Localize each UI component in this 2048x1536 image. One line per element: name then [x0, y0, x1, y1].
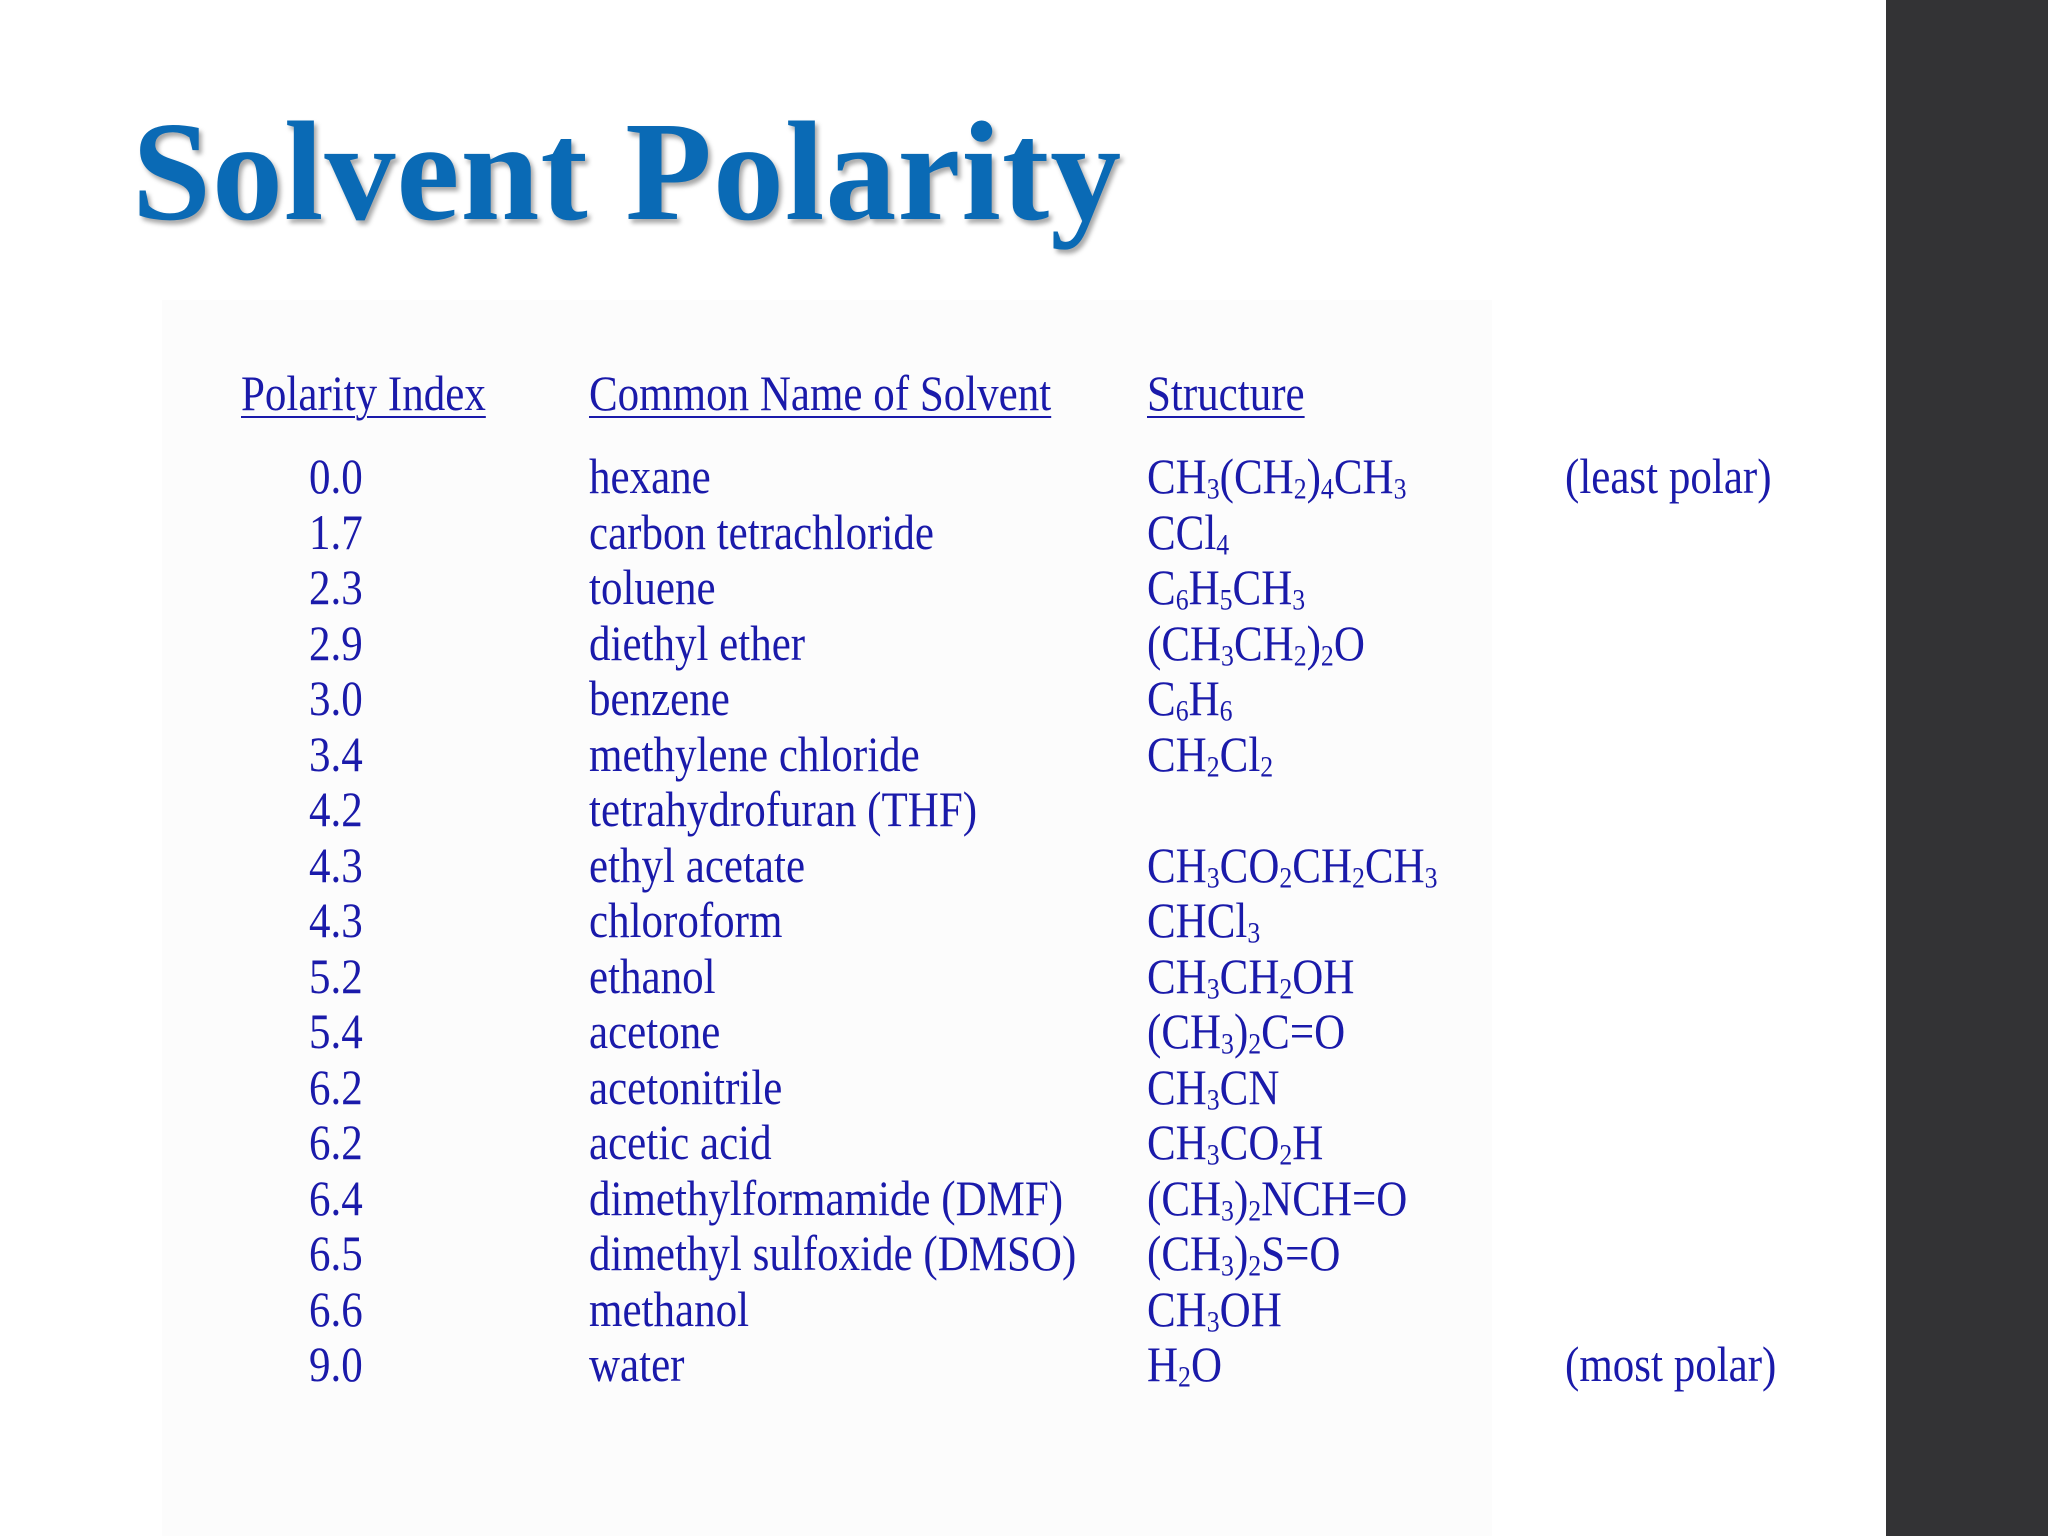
- solvent-name: toluene: [589, 559, 716, 615]
- structure-subscript: 2: [1293, 638, 1307, 672]
- structure-subscript: 3: [1393, 472, 1407, 506]
- table-row: [0, 892, 1886, 948]
- structure-subscript: 3: [1424, 860, 1438, 894]
- structure-subscript: 6: [1175, 583, 1189, 617]
- structure-subscript: 2: [1178, 1360, 1191, 1394]
- polarity-note: (least polar): [1565, 448, 1772, 504]
- table-row: [0, 615, 1886, 671]
- structure-subscript: 6: [1175, 694, 1189, 728]
- structure-text: CH: [1219, 947, 1280, 1004]
- structure-text: NCH=O: [1261, 1169, 1408, 1226]
- table-row: [0, 1281, 1886, 1337]
- structure-text: H: [1147, 1336, 1179, 1392]
- structure-subscript: 3: [1221, 1193, 1234, 1227]
- structure-text: CH: [1232, 559, 1293, 615]
- structure-text: CH: [1147, 1114, 1207, 1170]
- table-row: [0, 948, 1886, 1004]
- table-row: [0, 781, 1886, 837]
- polarity-index: 6.6: [309, 1280, 363, 1337]
- polarity-index: 6.4: [309, 1169, 363, 1226]
- structure-subscript: 3: [1221, 1249, 1234, 1283]
- structure-subscript: 3: [1206, 1138, 1220, 1172]
- solvent-name: dimethyl sulfoxide (DMSO): [589, 1225, 1077, 1281]
- structure-text: O: [1333, 614, 1365, 671]
- structure-subscript: 2: [1279, 1138, 1293, 1172]
- structure-text: C=O: [1261, 1003, 1346, 1059]
- structure-text: (CH: [1147, 1169, 1222, 1226]
- structure-text: S=O: [1261, 1225, 1341, 1281]
- table-row: [0, 1059, 1886, 1115]
- structure-text: CH: [1147, 1058, 1207, 1115]
- structure-subscript: 3: [1206, 860, 1220, 894]
- structure-text: CH: [1147, 448, 1207, 504]
- table-row: [0, 559, 1886, 615]
- structure-text: CH: [1147, 947, 1207, 1004]
- structure-subscript: 2: [1293, 472, 1307, 506]
- table-row: [0, 448, 1886, 504]
- structure-subscript: 4: [1320, 472, 1334, 506]
- polarity-index: 4.3: [309, 892, 363, 948]
- solvent-structure: [1147, 1114, 1323, 1170]
- structure-text: CCl: [1147, 503, 1217, 560]
- structure-subscript: 3: [1206, 472, 1220, 506]
- structure-subscript: 5: [1219, 583, 1233, 617]
- table-row: [0, 1114, 1886, 1170]
- structure-subscript: 2: [1279, 971, 1293, 1005]
- structure-subscript: 3: [1247, 916, 1261, 950]
- structure-text: CO: [1219, 1114, 1280, 1170]
- structure-text: (CH: [1147, 1225, 1222, 1281]
- solvent-structure: [1147, 892, 1260, 948]
- structure-subscript: 3: [1221, 638, 1234, 672]
- structure-text: H: [1292, 1114, 1324, 1170]
- solvent-name: ethanol: [589, 947, 716, 1004]
- polarity-index: 2.3: [309, 559, 363, 615]
- structure-text: CH: [1233, 614, 1294, 671]
- table-row: [0, 1225, 1886, 1281]
- polarity-index: 4.3: [309, 836, 363, 893]
- structure-text: ): [1233, 1003, 1249, 1059]
- structure-text: CO: [1219, 836, 1280, 893]
- structure-text: O: [1190, 1336, 1223, 1392]
- solvent-name: acetonitrile: [589, 1058, 783, 1115]
- structure-text: CH: [1333, 448, 1394, 504]
- polarity-index: 3.4: [309, 725, 363, 782]
- structure-text: CH: [1147, 725, 1207, 782]
- structure-subscript: 3: [1292, 583, 1306, 617]
- solvent-name: diethyl ether: [589, 614, 806, 671]
- structure-text: C: [1147, 670, 1176, 726]
- solvent-name: dimethylformamide (DMF): [589, 1169, 1064, 1226]
- solvent-name: benzene: [589, 670, 730, 726]
- solvent-name: hexane: [589, 448, 711, 504]
- polarity-index: 0.0: [309, 448, 363, 504]
- slide-title: Solvent Polarity: [132, 92, 1123, 250]
- header-polarity-index: Polarity Index: [241, 365, 486, 421]
- solvent-structure: [1147, 615, 1365, 671]
- structure-text: ): [1306, 448, 1321, 504]
- solvent-name: tetrahydrofuran (THF): [589, 781, 978, 837]
- solvent-structure: [1147, 948, 1354, 1004]
- solvent-name: water: [589, 1336, 685, 1392]
- polarity-index: 9.0: [309, 1336, 363, 1392]
- structure-text: CN: [1219, 1058, 1280, 1115]
- structure-subscript: 2: [1279, 860, 1293, 894]
- solvent-name: acetone: [589, 1003, 721, 1059]
- table-row: [0, 1003, 1886, 1059]
- polarity-index: 6.2: [309, 1114, 363, 1170]
- structure-text: ): [1233, 1169, 1249, 1226]
- structure-subscript: 2: [1248, 1027, 1262, 1061]
- structure-subscript: 3: [1206, 971, 1220, 1005]
- structure-subscript: 3: [1206, 1082, 1220, 1116]
- solvent-structure: [1147, 504, 1229, 560]
- structure-text: C: [1147, 559, 1176, 615]
- structure-text: CH: [1147, 1280, 1207, 1337]
- structure-subscript: 2: [1260, 749, 1274, 783]
- structure-subscript: 2: [1206, 749, 1220, 783]
- polarity-index: 6.5: [309, 1225, 363, 1281]
- solvent-name: acetic acid: [589, 1114, 772, 1170]
- structure-text: Cl: [1219, 725, 1261, 782]
- structure-text: (CH: [1147, 1003, 1222, 1059]
- polarity-index: 5.2: [309, 947, 363, 1004]
- structure-text: CH: [1364, 836, 1425, 893]
- structure-subscript: 2: [1352, 860, 1365, 894]
- polarity-index: 5.4: [309, 1003, 363, 1059]
- structure-text: OH: [1219, 1280, 1282, 1337]
- solvent-structure: [1147, 1059, 1279, 1115]
- polarity-index: 3.0: [309, 670, 363, 726]
- table-row: [0, 726, 1886, 782]
- polarity-note: (most polar): [1565, 1336, 1777, 1392]
- structure-subscript: 2: [1248, 1249, 1262, 1283]
- solvent-structure: [1147, 1003, 1345, 1059]
- structure-text: (CH: [1219, 448, 1294, 504]
- solvent-structure: [1147, 1170, 1407, 1226]
- solvent-name: methylene chloride: [589, 725, 920, 782]
- structure-subscript: 3: [1206, 1304, 1220, 1338]
- structure-text: H: [1188, 559, 1220, 615]
- solvent-structure: [1147, 1225, 1340, 1281]
- solvent-name: carbon tetrachloride: [589, 503, 935, 560]
- polarity-index: 2.9: [309, 614, 363, 671]
- solvent-name: chloroform: [589, 892, 783, 948]
- table-row: [0, 837, 1886, 893]
- table-row: [0, 670, 1886, 726]
- structure-text: OH: [1292, 947, 1355, 1004]
- side-bar: [1886, 0, 2048, 1536]
- polarity-index: 4.2: [309, 781, 363, 837]
- table-row: [0, 1170, 1886, 1226]
- solvent-structure: [1147, 837, 1438, 893]
- structure-text: H: [1188, 670, 1220, 726]
- header-structure: Structure: [1147, 365, 1305, 421]
- solvent-structure: [1147, 559, 1305, 615]
- solvent-structure: [1147, 1281, 1282, 1337]
- polarity-index: 6.2: [309, 1058, 363, 1115]
- structure-subscript: 4: [1216, 527, 1230, 561]
- solvent-structure: [1147, 448, 1406, 504]
- structure-subscript: 2: [1320, 638, 1334, 672]
- structure-text: CH: [1147, 836, 1207, 893]
- polarity-index: 1.7: [309, 503, 363, 560]
- solvent-name: ethyl acetate: [589, 836, 806, 893]
- table-row: [0, 1336, 1886, 1392]
- structure-subscript: 6: [1219, 694, 1233, 728]
- structure-text: CHCl: [1147, 892, 1248, 948]
- solvent-name: methanol: [589, 1280, 750, 1337]
- solvent-structure: [1147, 1336, 1222, 1392]
- structure-text: ): [1306, 614, 1321, 671]
- structure-text: ): [1233, 1225, 1249, 1281]
- structure-text: CH: [1292, 836, 1353, 893]
- solvent-structure: [1147, 670, 1233, 726]
- structure-subscript: 3: [1221, 1027, 1234, 1061]
- table-row: [0, 504, 1886, 560]
- structure-subscript: 2: [1248, 1193, 1262, 1227]
- solvent-table: [0, 448, 1886, 1392]
- structure-text: (CH: [1147, 614, 1222, 671]
- header-common-name: Common Name of Solvent: [589, 365, 1052, 421]
- solvent-structure: [1147, 726, 1273, 782]
